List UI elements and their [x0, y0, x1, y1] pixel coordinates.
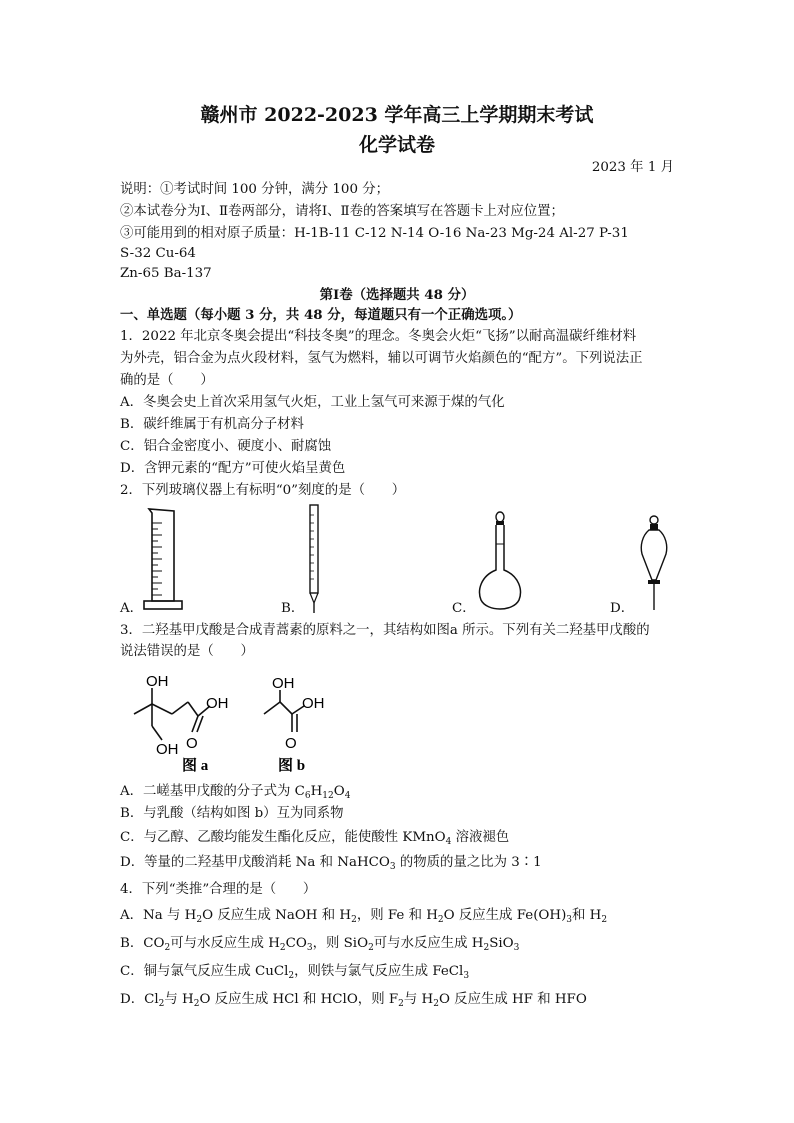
section-title: 第Ⅰ卷（选择题共 48 分） — [319, 287, 475, 303]
fig-a-caption: 图 a — [182, 758, 209, 774]
fig-a-carbonyl-o: O — [186, 735, 198, 752]
fig-a-oh-right: OH — [206, 695, 229, 712]
q1-option-c: C．铝合金密度小、硬度小、耐腐蚀 — [120, 439, 332, 454]
q4-option-d: D．$Cl_2$与 $H_2O$ 反应生成 HCl 和 HClO，则 $F_2$与 $H_2O$ 反应生成 HF 和 HFO — [120, 992, 587, 1009]
section-heading: 一、单选题（每小题 3 分，共 48 分，每道题只有一个正确选项。） — [120, 307, 522, 323]
exam-date: 2023 年 1 月 — [591, 160, 674, 175]
q1-option-b: B．碳纤维属于有机高分子材料 — [120, 417, 304, 432]
fig-a-oh-top: OH — [146, 673, 169, 690]
q4-option-b: B．$CO_2$可与水反应生成 $H_2CO_3$，则 SiO$_2$可与水反应生成 $H_2SiO_3$ — [120, 936, 520, 953]
separatory-funnel-figure — [638, 514, 670, 612]
fig-b-oh-top: OH — [272, 675, 295, 692]
q1-option-d: D．含钾元素的“配方”可使火焰呈黄色 — [120, 461, 346, 476]
q1-option-a: A．冬奥会史上首次采用氢气火炬，工业上氢气可来源于煤的气化 — [120, 395, 505, 410]
instructions-line-3: ③可能用到的相对原子质量：H-1B-11 C-12 N-14 O-16 Na-23 Mg-24 Al-27 P-31 — [120, 226, 629, 241]
structure-figure-b — [258, 670, 348, 774]
fig-b-caption: 图 b — [278, 758, 306, 774]
q3-stem-line-1: 3．二羟基甲戊酸是合成青蒿素的原料之一，其结构如图a 所示。下列有关二羟基甲戊酸的 — [120, 623, 650, 638]
q3-option-b: B．与乳酸（结构如图 b）互为同系物 — [120, 806, 344, 821]
volumetric-flask-figure — [475, 510, 525, 614]
q4-option-c: C．铜与氯气反应生成 CuCl$_2$，则铁与氯气反应生成 FeCl$_3$ — [120, 964, 470, 981]
instructions-line-5: Zn-65 Ba-137 — [120, 266, 212, 281]
structure-figure-a — [128, 670, 248, 774]
exam-subtitle: 化学试卷 — [358, 134, 435, 156]
q2-option-c-label: C． — [452, 601, 476, 616]
q3-option-a: A．二嵯基甲戊酸的分子式为 $C_6H_{12}O_4$ — [120, 784, 351, 801]
q3-option-c: C．与乙醇、乙酸均能发生酯化反应，能使酸性 KMnO$_4$ 溶液褪色 — [120, 830, 510, 847]
fig-a-oh-bottom: OH — [156, 741, 179, 758]
fig-b-carbonyl-o: O — [285, 735, 297, 752]
q4-stem: 4．下列“类推”合理的是（ ） — [120, 882, 317, 897]
q2-option-d-label: D． — [610, 601, 635, 616]
exam-title: 赣州市 2022-2023 学年高三上学期期末考试 — [200, 104, 594, 126]
q2-option-a-label: A． — [120, 601, 144, 616]
fig-b-oh-right: OH — [302, 695, 325, 712]
q2-stem: 2．下列玻璃仪器上有标明“0”刻度的是（ ） — [120, 483, 406, 498]
instructions-line-1: 说明：①考试时间 100 分钟，满分 100 分； — [120, 182, 390, 197]
q3-option-d: D．等量的二羟基甲戊酸消耗 Na 和 NaHCO$_3$ 的物质的量之比为 3∶1 — [120, 855, 542, 872]
q3-stem-line-2: 说法错误的是（ ） — [120, 644, 254, 659]
q2-option-b-label: B． — [281, 601, 305, 616]
q4-option-a: A．Na 与 $H_2O$ 反应生成 NaOH 和 $H_2$，则 Fe 和 $H_2O$ 反应生成 $Fe(OH)_3$和 $H_2$ — [120, 908, 608, 925]
instructions-line-2: ②本试卷分为Ⅰ、Ⅱ卷两部分，请将Ⅰ、Ⅱ卷的答案填写在答题卡上对应位置； — [120, 204, 564, 219]
q1-stem-line-3: 确的是（ ） — [120, 373, 214, 388]
instructions-line-4: S-32 Cu-64 — [120, 246, 196, 261]
q1-stem-line-2: 为外壳，铝合金为点火段材料，氢气为燃料，辅以可调节火焰颜色的“配方”。下列说法正 — [120, 351, 643, 366]
burette-figure — [303, 503, 325, 615]
graduated-cylinder-figure — [140, 505, 190, 613]
q1-stem-line-1: 1．2022 年北京冬奥会提出“科技冬奥”的理念。冬奥会火炬“飞扬”以耐高温碳纤维材料 — [120, 329, 637, 344]
